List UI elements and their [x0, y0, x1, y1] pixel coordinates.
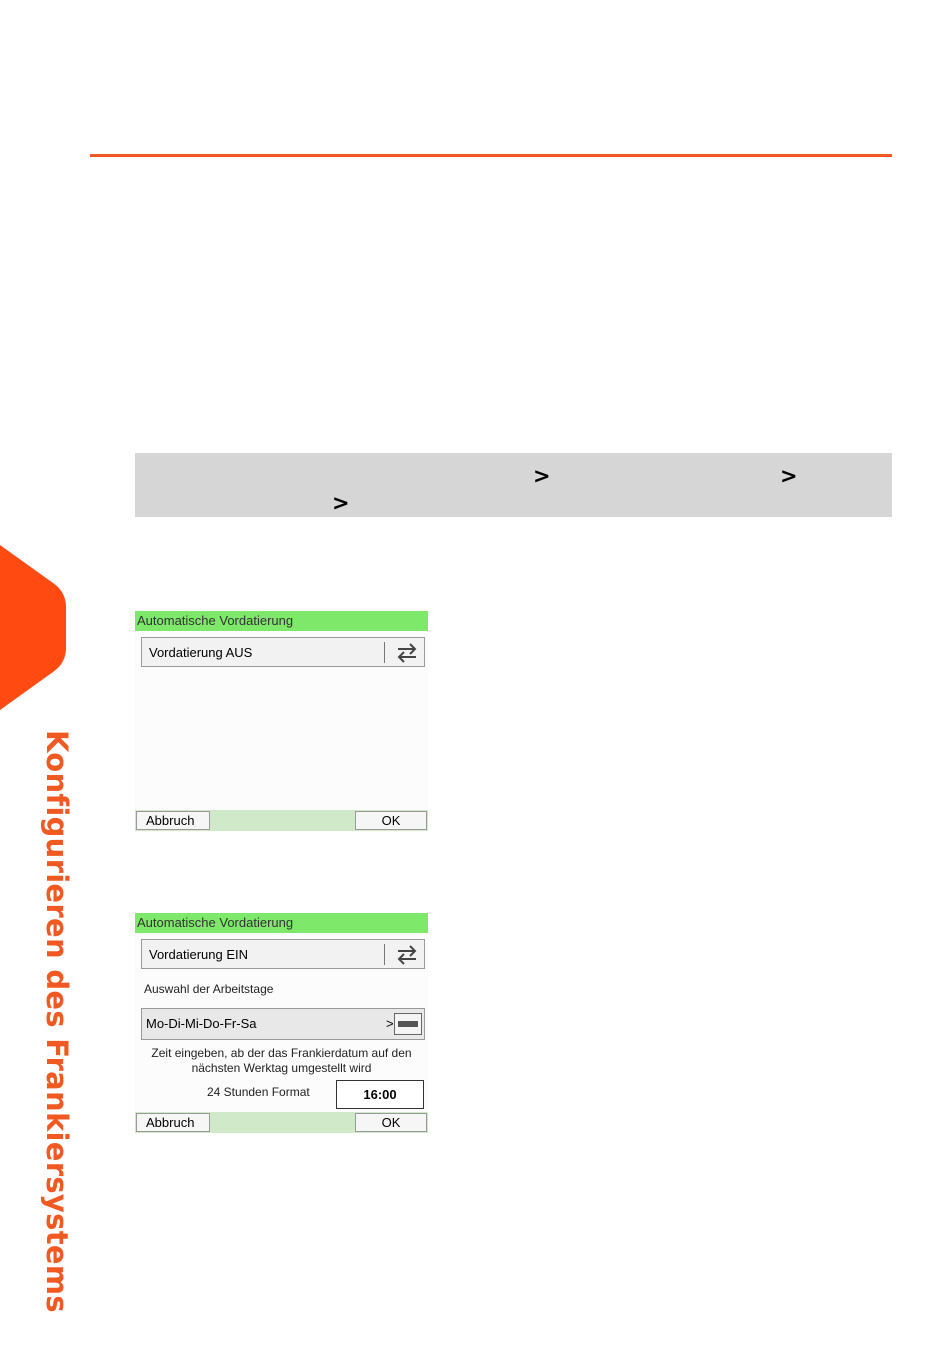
screen-header: Automatische Vordatierung	[135, 611, 428, 631]
workdays-label: Auswahl der Arbeitstage	[144, 982, 274, 996]
swap-arrows-icon[interactable]	[394, 642, 420, 664]
workdays-select[interactable]	[141, 1008, 425, 1040]
button-bar	[135, 1112, 428, 1133]
path-separator: >	[533, 464, 551, 488]
chapter-title: Konfigurieren des Frankiersystems	[40, 730, 74, 1313]
time-format-label: 24 Stunden Format	[207, 1085, 310, 1099]
cancel-button[interactable]: Abbruch	[136, 811, 210, 830]
keyboard-icon[interactable]	[394, 1013, 422, 1035]
menu-path-box	[135, 453, 892, 517]
chevron-right-icon: >	[386, 1016, 394, 1031]
screen-header: Automatische Vordatierung	[135, 913, 428, 933]
time-input[interactable]: 16:00	[336, 1080, 424, 1109]
workdays-value: Mo-Di-Mi-Do-Fr-Sa	[146, 1016, 257, 1031]
ok-button[interactable]: OK	[355, 811, 427, 830]
time-hint-line-1: Zeit eingeben, ab der das Frankierdatum auf den	[151, 1046, 412, 1060]
divider	[384, 642, 385, 663]
time-hint-line-2: nächsten Werktag umgestellt wird	[191, 1061, 372, 1075]
vordatierung-toggle[interactable]	[141, 637, 425, 667]
toggle-label: Vordatierung AUS	[149, 645, 253, 660]
screen-vordatierung-ein	[135, 913, 428, 1134]
path-separator: >	[332, 491, 350, 515]
ok-button[interactable]: OK	[355, 1113, 427, 1132]
path-separator: >	[780, 464, 798, 488]
cancel-button[interactable]: Abbruch	[136, 1113, 210, 1132]
swap-arrows-icon[interactable]	[394, 944, 420, 966]
button-bar	[135, 810, 428, 831]
divider	[384, 944, 385, 965]
header-rule	[90, 154, 892, 157]
chapter-tab	[0, 545, 66, 710]
screen-vordatierung-aus	[135, 611, 428, 832]
vordatierung-toggle[interactable]	[141, 939, 425, 969]
toggle-label: Vordatierung EIN	[149, 947, 249, 962]
